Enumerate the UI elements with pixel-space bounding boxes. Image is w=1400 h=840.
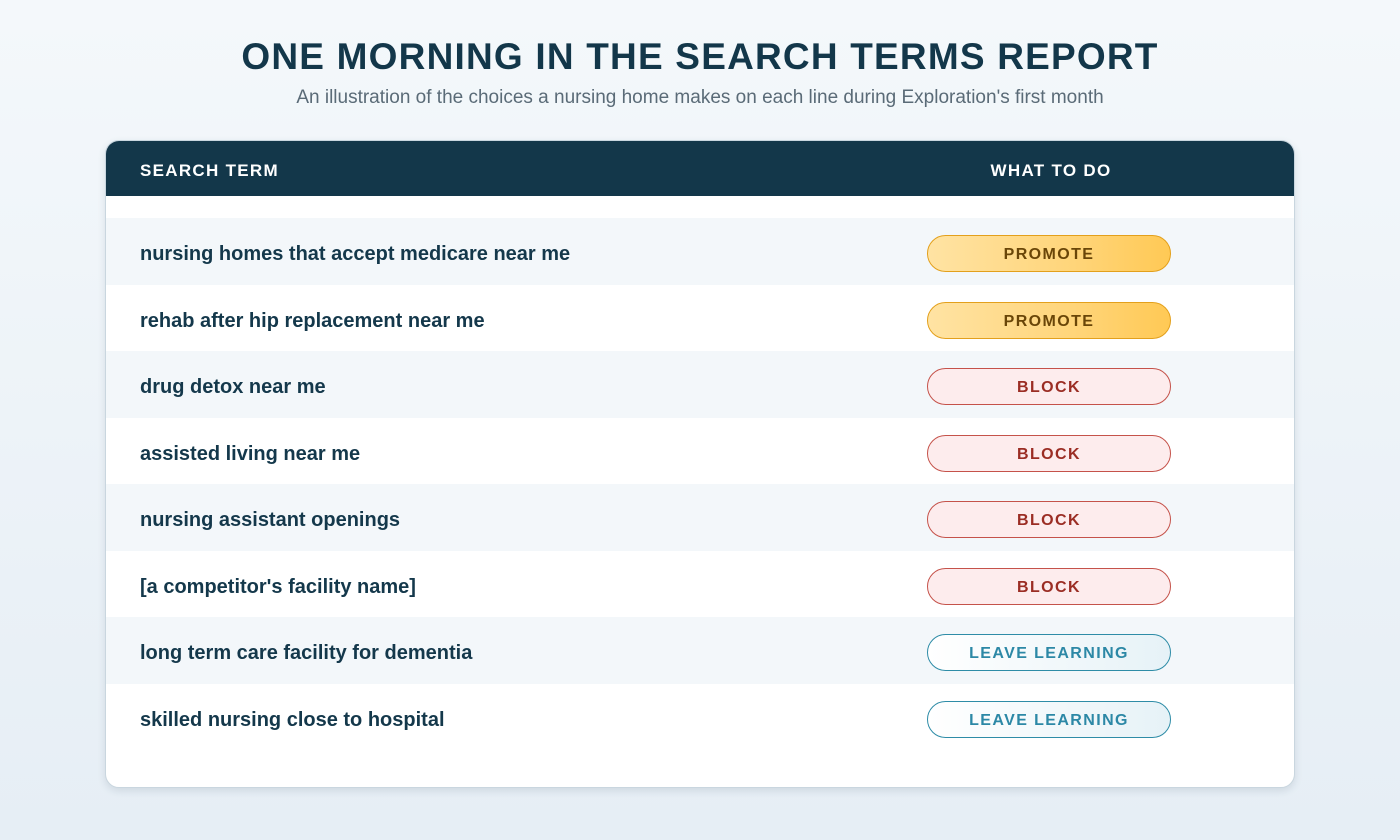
block-button[interactable]: BLOCK (927, 568, 1171, 605)
search-term-cell: long term care facility for dementia (140, 642, 473, 664)
column-header-what-to-do: WHAT TO DO (990, 161, 1112, 180)
column-header-search-term: SEARCH TERM (140, 161, 279, 180)
page-subtitle: An illustration of the choices a nursing home makes on each line during Exploration's first month (296, 87, 1104, 108)
search-term-cell: drug detox near me (140, 376, 326, 398)
leave-learning-button[interactable]: LEAVE LEARNING (927, 701, 1171, 738)
table-row (106, 617, 1294, 684)
table-row (106, 218, 1294, 285)
block-button[interactable]: BLOCK (927, 501, 1171, 538)
table-row (106, 285, 1294, 352)
block-button[interactable]: BLOCK (927, 368, 1171, 405)
table-header (106, 141, 1294, 196)
search-term-cell: assisted living near me (140, 442, 361, 465)
search-terms-table (105, 140, 1295, 788)
search-term-cell: nursing homes that accept medicare near me (140, 243, 571, 265)
table-row (106, 684, 1294, 751)
search-term-cell: rehab after hip replacement near me (140, 309, 485, 332)
table-row (106, 484, 1294, 551)
search-term-cell: [a competitor's facility name] (140, 575, 416, 598)
page-title: ONE MORNING IN THE SEARCH TERMS REPORT (241, 36, 1159, 77)
promote-button[interactable]: PROMOTE (927, 302, 1171, 339)
table-row (106, 351, 1294, 418)
search-term-cell: nursing assistant openings (140, 509, 401, 531)
promote-button[interactable]: PROMOTE (927, 235, 1171, 272)
table-body (106, 218, 1294, 750)
block-button[interactable]: BLOCK (927, 435, 1171, 472)
table-row (106, 418, 1294, 485)
leave-learning-button[interactable]: LEAVE LEARNING (927, 634, 1171, 671)
table-row (106, 551, 1294, 618)
search-term-cell: skilled nursing close to hospital (140, 708, 445, 731)
